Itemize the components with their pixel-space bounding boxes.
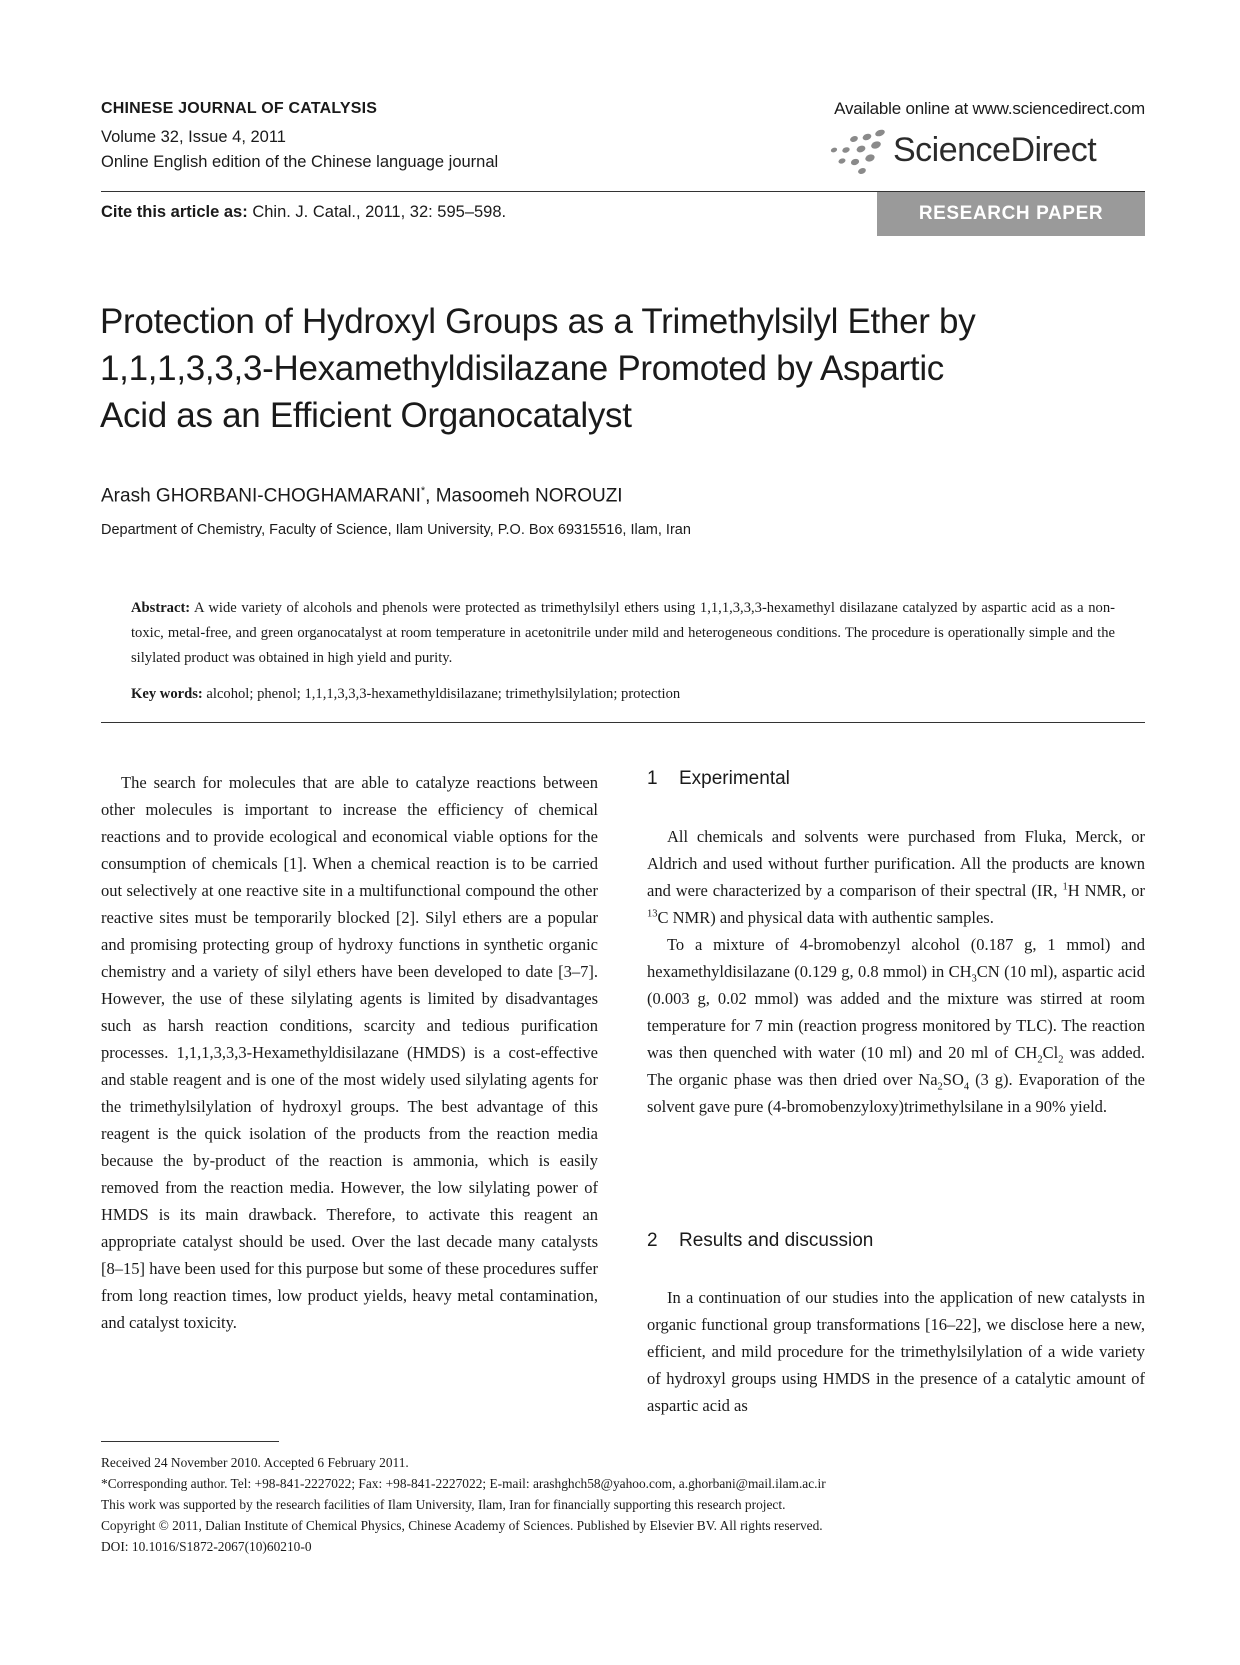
journal-name: CHINESE JOURNAL OF CATALYSIS [101, 100, 378, 117]
title-line: Protection of Hydroxyl Groups as a Trimethylsilyl Ether by [100, 302, 976, 341]
cite-label: Cite this article as: [101, 203, 248, 221]
sciencedirect-logo-text: ScienceDirect [893, 131, 1097, 169]
footnotes [101, 1452, 1141, 1557]
section-heading-experimental [647, 768, 790, 790]
journal-edition: Online English edition of the Chinese language journal [101, 153, 499, 171]
cite-value: Chin. J. Catal., 2011, 32: 595–598. [252, 203, 507, 221]
body-right-column-experimental [647, 823, 1145, 1120]
author-name: Arash GHORBANI-CHOGHAMARANI [101, 485, 421, 507]
intro-paragraph: The search for molecules that are able to catalyze reactions between other molecules is important to increase the efficiency of chemical reactions and to provide ecological and economical viable options for the consumption of chemicals [1]. When a chemical reaction is to be carried out selectively at one reactive site in a multifunctional compound the other reactive sites must be temporarily blocked [2]. Silyl ethers are a popular and promising protecting group of hydroxy functions in synthetic organic chemistry and a variety of silyl ethers have been developed to date [3–7]. However, the use of these silylating agents is limited by disadvantages such as harsh reaction conditions, scarcity and tedious purification processes. 1,1,1,3,3,3-Hexamethyldisilazane (HMDS) is a cost-effective and stable reagent and is one of the most widely used silylating agents for the trimethylsilylation of hydroxyl groups. The best advantage of this reagent is the quick isolation of the products from the reaction media because the by-product of the reaction is ammonia, which is easily removed from the reaction media. However, the low silylating power of HMDS is its main drawback. Therefore, to activate this reagent an appropriate catalyst should be used. Over the last decade many catalysts [8–15] have been used for this purpose but some of these procedures suffer from long reaction times, low product yields, heavy metal contamination, and catalyst toxicity. [101, 773, 598, 1332]
keywords-text: alcohol; phenol; 1,1,1,3,3,3-hexamethyldisilazane; trimethylsilylation; protection [206, 686, 681, 702]
footnote-corresponding: *Corresponding author. Tel: +98-841-2227022; Fax: +98-841-2227022; E-mail: arashghch58@yahoo.com, a.ghorbani@mail.ilam.ac.ir [101, 1476, 826, 1491]
title-line: 1,1,1,3,3,3-Hexamethyldisilazane Promoted by Aspartic [100, 349, 944, 388]
section-title: Results and discussion [679, 1230, 874, 1251]
footnote-received: Received 24 November 2010. Accepted 6 February 2011. [101, 1455, 409, 1470]
corresponding-mark: * [420, 485, 426, 497]
abstract-divider [101, 722, 1145, 723]
experimental-paragraph: To a mixture of 4-bromobenzyl alcohol (0.187 g, 1 mmol) and hexamethyldisilazane (0.129 g, 0.8 mmol) in $CH_3CN$ (10 ml), aspartic acid (0.003 g, 0.02 mmol) was added and the mixture was stirred at room temperature for 7 min (reaction progress monitored by TLC). The reaction was then quenched with water (10 ml) and 20 ml of $CH_2Cl_2$ was added. The organic phase was then dried over $Na_2SO_4$ (3 g). Evaporation of the solvent gave pure (4-bromobenzyloxy)trimethylsilane in a 90% yield. [647, 935, 1145, 1116]
footnote-support: This work was supported by the research facilities of Ilam University, Ilam, Iran for financially supporting this research project. [101, 1497, 786, 1512]
section-number: 2 [647, 1230, 658, 1251]
sciencedirect-dots-icon [820, 128, 890, 176]
abstract-label: Abstract: [131, 600, 191, 616]
article-type-badge: RESEARCH PAPER [877, 192, 1145, 236]
article-title [100, 298, 1150, 439]
title-line: Acid as an Efficient Organocatalyst [100, 396, 632, 435]
citation-line [101, 203, 506, 222]
abstract-text: A wide variety of alcohols and phenols were protected as trimethylsilyl ethers using 1,1,1,3,3,3-hexamethyl disilazane catalyzed by aspartic acid as a non-toxic, metal-free, and green organocatalyst at room temperature in acetonitrile under mild and heterogeneous conditions. The procedure is operationally simple and the silylated product was obtained in high yield and purity. [131, 600, 1115, 666]
keywords-label: Key words: [131, 686, 203, 702]
journal-volume: Volume 32, Issue 4, 2011 [101, 128, 286, 146]
footnote-copyright: Copyright © 2011, Dalian Institute of Chemical Physics, Chinese Academy of Sciences. Published by Elsevier BV. All rights reserved. [101, 1518, 823, 1533]
keywords [131, 682, 1115, 707]
available-online-link[interactable]: Available online at www.sciencedirect.com [834, 99, 1145, 118]
results-paragraph: In a continuation of our studies into the application of new catalysts in organic functional group transformations [16–22], we disclose here a new, efficient, and mild procedure for the trimethylsilylation of a wide variety of hydroxyl groups using HMDS in the presence of a catalytic amount of aspartic acid as [647, 1288, 1145, 1415]
body-right-column-results [647, 1284, 1145, 1419]
experimental-paragraph: All chemicals and solvents were purchased from Fluka, Merck, or Aldrich and used without further purification. All the products are known and were characterized by a comparison of their spectral (IR, $^1$H NMR, or $^{13}$C NMR) and physical data with authentic samples. [647, 827, 1145, 927]
affiliation: Department of Chemistry, Faculty of Science, Ilam University, P.O. Box 69315516, Ilam, Iran [101, 522, 691, 538]
sciencedirect-logo[interactable] [820, 124, 1120, 176]
abstract [131, 596, 1115, 671]
section-title: Experimental [679, 768, 790, 789]
section-heading-results [647, 1230, 873, 1252]
author-name: , Masoomeh NOROUZI [425, 485, 623, 507]
author-list [101, 485, 623, 507]
section-number: 1 [647, 768, 658, 789]
body-left-column [101, 769, 598, 1336]
footnote-divider [101, 1441, 279, 1442]
footnote-doi[interactable]: DOI: 10.1016/S1872-2067(10)60210-0 [101, 1539, 312, 1554]
